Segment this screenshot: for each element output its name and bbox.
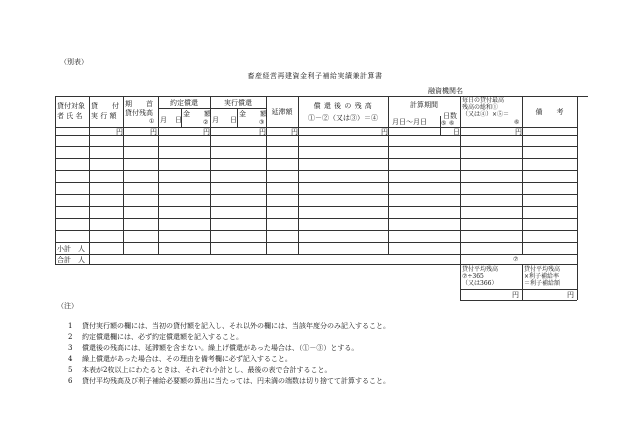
unit-yen-post: 円 bbox=[381, 128, 388, 136]
header-sched-amount: 金 額 bbox=[183, 110, 211, 118]
note-item bbox=[68, 335, 390, 352]
note-text: 繰上償還があった場合は、その理由を備考欄に必ず記入すること。 bbox=[82, 355, 292, 363]
header-post-balance-formula: ①－②（又は③）＝④ bbox=[308, 114, 378, 122]
header-actual-month: 月 bbox=[212, 116, 219, 124]
note-text: 貸付平均残高及び利子補給必要額の算出に当たっては、円未満の端数は切り捨てて計算すること。 bbox=[82, 377, 390, 385]
summary-interest-2: ×利子補給率 bbox=[524, 273, 560, 280]
header-sched-day: 日 bbox=[175, 116, 182, 124]
header-actual-repayment: 実行償還 bbox=[224, 99, 252, 107]
summary-unit-yen-interest: 円 bbox=[567, 291, 574, 299]
header-daily-balance-2: 残高の総和① bbox=[462, 104, 499, 111]
note-item bbox=[68, 313, 390, 330]
page-title: 畜産経営再建資金利子補給実績兼計算書 bbox=[247, 72, 383, 80]
institution-label: 融資機関名 bbox=[428, 87, 463, 95]
header-sched-month: 月 bbox=[160, 116, 167, 124]
header-start-balance-2: 貸付残高 bbox=[125, 109, 153, 117]
note-number: 2 bbox=[68, 333, 73, 341]
note-number: 5 bbox=[68, 366, 73, 374]
header-start-balance-1: 期 首 bbox=[125, 100, 153, 108]
header-loan-amount-1: 貸 付 bbox=[91, 102, 119, 110]
note-number: 3 bbox=[68, 344, 73, 352]
header-actual-day: 日 bbox=[230, 116, 237, 124]
unit-yen-loan: 円 bbox=[116, 128, 123, 136]
row-label-subtotal: 小計 人 bbox=[57, 245, 85, 253]
summary-circle-7: ⑦ bbox=[513, 256, 519, 263]
header-borrower-2: 者 氏 名 bbox=[57, 112, 83, 120]
header-calc-period-range: 月日～月日 bbox=[392, 118, 427, 126]
note-text: 約定償還欄には、必ず約定償還額を記入すること。 bbox=[82, 333, 243, 341]
header-loan-amount-2: 実 行 額 bbox=[91, 112, 117, 120]
header-circle-1: ① bbox=[149, 118, 155, 125]
summary-avg-balance-2: ⑦÷365 bbox=[462, 273, 484, 280]
unit-yen-sched: 円 bbox=[203, 128, 210, 136]
unit-day: 日 bbox=[453, 128, 460, 136]
unit-yen-actual: 円 bbox=[259, 128, 266, 136]
header-actual-amount: 金 額 bbox=[239, 110, 267, 118]
note-item bbox=[68, 368, 390, 385]
notes-list bbox=[68, 313, 390, 385]
note-number: 4 bbox=[68, 355, 73, 363]
header-circle-2: ② bbox=[203, 119, 209, 126]
note-text: 貸付実行額の欄には、当初の貸付額を記入し、それ以外の欄には、当該年度分のみ記入すること。 bbox=[82, 322, 390, 330]
note-text: 償還後の残高には、延滞額を含まない。繰上げ償還があった場合は、（①－③）とする。 bbox=[82, 344, 359, 352]
summary-interest-1: 貸付平均残高 bbox=[524, 266, 561, 273]
row-label-total: 合計 人 bbox=[57, 256, 85, 264]
header-overdue: 延滞額 bbox=[271, 108, 293, 116]
header-calc-period: 計算期間 bbox=[410, 101, 438, 109]
header-circle-6: ⑥ bbox=[449, 120, 455, 127]
unit-yen-daily: 円 bbox=[515, 128, 522, 136]
summary-avg-balance-3: （又は366） bbox=[462, 280, 498, 287]
header-daily-balance-3: （又は④）×⑤＝ bbox=[462, 111, 510, 118]
annex-label: （別表） bbox=[60, 58, 88, 66]
header-circle-5: ⑤ bbox=[441, 120, 447, 127]
summary-interest-3: ＝利子補給額 bbox=[524, 280, 561, 287]
summary-avg-balance-1: 貸付平均残高 bbox=[462, 266, 499, 273]
unit-yen-start: 円 bbox=[150, 128, 157, 136]
note-number: 6 bbox=[68, 377, 73, 385]
header-borrower-1: 貸付対象 bbox=[57, 102, 85, 110]
notes-heading: （注） bbox=[57, 302, 78, 310]
header-daily-balance-4: ⑥ bbox=[514, 119, 520, 126]
note-item bbox=[68, 357, 390, 374]
header-daily-balance-1: 毎日の貸付最高 bbox=[462, 97, 505, 104]
header-circle-3: ③ bbox=[259, 119, 265, 126]
header-remarks: 備 考 bbox=[535, 108, 564, 116]
note-text: 本表が2枚以上にわたるときは、それぞれ小計とし、最後の表で合計すること。 bbox=[82, 366, 332, 374]
summary-unit-yen-avg: 円 bbox=[512, 291, 519, 299]
header-scheduled-repayment: 約定償還 bbox=[170, 99, 198, 107]
note-number: 1 bbox=[68, 322, 73, 330]
header-post-balance: 償 還 後 の 残 高 bbox=[313, 102, 373, 110]
unit-yen-overdue: 円 bbox=[291, 128, 298, 136]
header-days: 日数 bbox=[443, 112, 457, 120]
